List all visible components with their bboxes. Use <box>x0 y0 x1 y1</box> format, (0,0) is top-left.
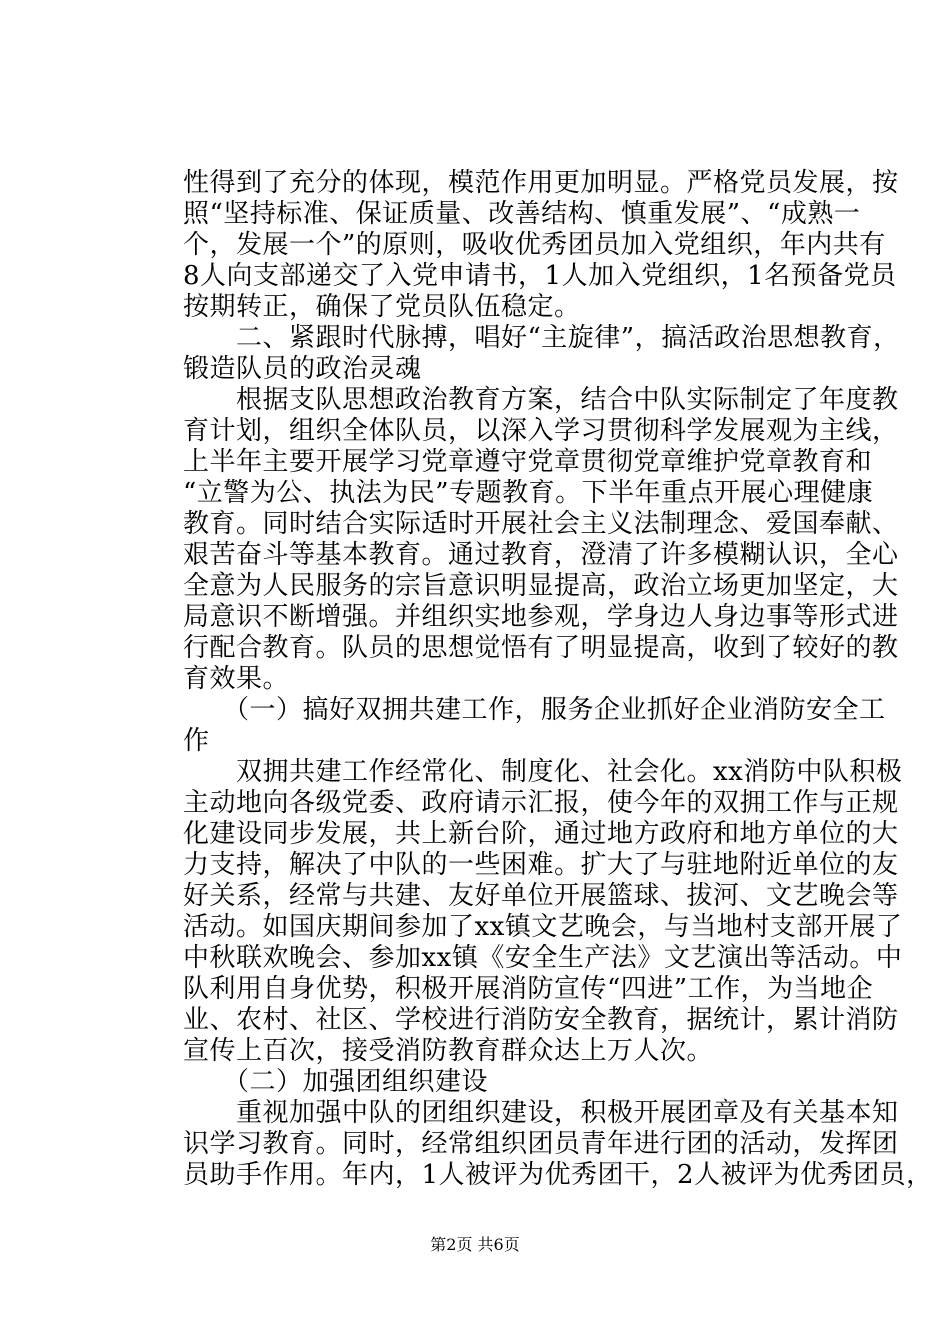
body-line: “立警为公、执法为民”专题教育。下半年重点开展心理健康 <box>183 478 874 508</box>
subsection-heading-line: 作 <box>183 726 210 756</box>
body-line: 中秋联欢晚会、参加xx镇《安全生产法》文艺演出等活动。中 <box>183 943 903 973</box>
body-line: 育效果。 <box>183 664 290 694</box>
body-line: 主动地向各级党委、政府请示汇报，使今年的双拥工作与正规 <box>183 788 899 818</box>
body-line: 照“坚持标准、保证质量、改善结构、慎重发展”、“成熟一 <box>183 199 861 229</box>
body-line: 力支持，解决了中队的一些困难。扩大了与驻地附近单位的友 <box>183 850 899 880</box>
body-line: 活动。如国庆期间参加了xx镇文艺晚会，与当地村支部开展了 <box>183 912 903 942</box>
body-line: 识学习教育。同时，经常组织团员青年进行团的活动，发挥团 <box>183 1129 899 1159</box>
body-line: 化建设同步发展，共上新台阶，通过地方政府和地方单位的大 <box>183 819 899 849</box>
page-number-footer: 第2页 共6页 <box>430 1235 520 1254</box>
body-line: 好关系，经常与共建、友好单位开展篮球、拔河、文艺晚会等 <box>183 881 899 911</box>
body-line: 宣传上百次，接受消防教育群众达上万人次。 <box>183 1036 714 1066</box>
body-line: 育计划，组织全体队员，以深入学习贯彻科学发展观为主线， <box>183 416 899 446</box>
body-line: 业、农村、社区、学校进行消防安全教育，据统计，累计消防 <box>183 1005 899 1035</box>
body-line: 个，发展一个”的原则，吸收优秀团员加入党组织，年内共有 <box>183 230 886 260</box>
subsection-heading-line: （一）搞好双拥共建工作，服务企业抓好企业消防安全工 <box>183 695 886 725</box>
body-line: 艰苦奋斗等基本教育。通过教育，澄清了许多模糊认识，全心 <box>183 540 899 570</box>
section-heading-line: 二、紧跟时代脉搏，唱好“主旋律”，搞活政治思想教育， <box>183 323 900 353</box>
document-body <box>183 168 933 1191</box>
section-heading-line: 锻造队员的政治灵魂 <box>183 354 422 384</box>
body-line: 根据支队思想政治教育方案，结合中队实际制定了年度教 <box>183 385 899 415</box>
body-line: 双拥共建工作经常化、制度化、社会化。xx消防中队积极 <box>183 757 903 787</box>
body-line: 上半年主要开展学习党章遵守党章贯彻党章维护党章教育和 <box>183 447 873 477</box>
subsection-heading-line: （二）加强团组织建设 <box>183 1067 489 1097</box>
body-line: 行配合教育。队员的思想觉悟有了明显提高，收到了较好的教 <box>183 633 899 663</box>
body-line: 按期转正，确保了党员队伍稳定。 <box>183 292 581 322</box>
body-line: 8人向支部递交了入党申请书，1人加入党组织，1名预备党员 <box>183 261 897 291</box>
body-line: 全意为人民服务的宗旨意识明显提高，政治立场更加坚定，大 <box>183 571 899 601</box>
body-line: 员助手作用。年内，1人被评为优秀团干，2人被评为优秀团员， <box>183 1160 933 1190</box>
body-line: 队利用自身优势，积极开展消防宣传“四进”工作，为当地企 <box>183 974 874 1004</box>
body-line: 重视加强中队的团组织建设，积极开展团章及有关基本知 <box>183 1098 899 1128</box>
body-line: 性得到了充分的体现，模范作用更加明显。严格党员发展，按 <box>183 168 899 198</box>
body-line: 教育。同时结合实际适时开展社会主义法制理念、爱国奉献、 <box>183 509 899 539</box>
body-line: 局意识不断增强。并组织实地参观，学身边人身边事等形式进 <box>183 602 899 632</box>
